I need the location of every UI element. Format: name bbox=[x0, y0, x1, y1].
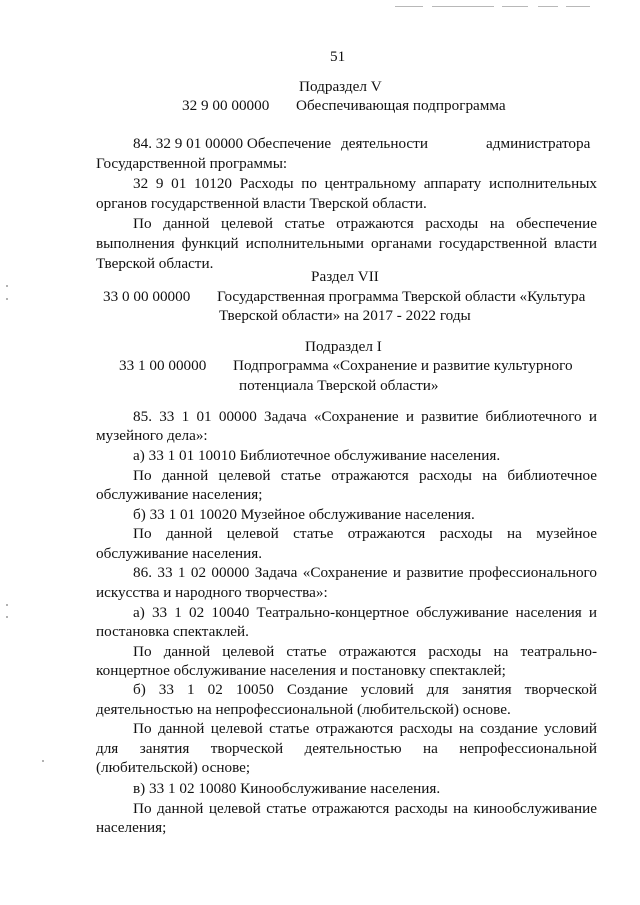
item85-line6: б) 33 1 01 10020 Музейное обслуживание населения. bbox=[133, 506, 475, 523]
section-vii-title-line1: Государственная программа Тверской области «Культура bbox=[217, 288, 586, 305]
scan-artifact-line bbox=[395, 6, 423, 7]
subsection-v-code: 32 9 00 00000 bbox=[182, 97, 270, 114]
item86-line10: для занятия творческой деятельностью на непрофессиональной bbox=[96, 740, 597, 757]
item85-line3: а) 33 1 01 10010 Библиотечное обслуживание населения. bbox=[133, 447, 501, 464]
item85-line1: 85. 33 1 01 00000 Задача «Сохранение и развитие библиотечного и bbox=[133, 408, 597, 425]
item86-line12: в) 33 1 02 10080 Кинообслуживание населения. bbox=[133, 780, 441, 797]
scan-artifact-dot bbox=[6, 604, 8, 606]
subsection-i-title-line1: Подпрограмма «Сохранение и развитие культурного bbox=[233, 357, 573, 374]
item86-line14: населения; bbox=[96, 819, 167, 836]
item86-line11: (любительской) основе; bbox=[96, 759, 251, 776]
item85-line5: обслуживание населения; bbox=[96, 486, 263, 503]
scan-artifact-line bbox=[566, 6, 590, 7]
item85-line7: По данной целевой статье отражаются расходы на музейное bbox=[133, 525, 597, 542]
section-vii-heading: Раздел VII bbox=[311, 268, 379, 285]
scan-artifact-dot bbox=[6, 298, 8, 300]
item86-line13: По данной целевой статье отражаются расходы на кинообслуживание bbox=[133, 800, 597, 817]
item84-line1b: деятельности bbox=[341, 135, 428, 152]
item86-line5: По данной целевой статье отражаются расходы на театрально- bbox=[133, 643, 597, 660]
subsection-v-title: Обеспечивающая подпрограмма bbox=[296, 97, 506, 114]
item84-line6: выполнения функций исполнительными органами государственной власти bbox=[96, 235, 597, 252]
subsection-i-code: 33 1 00 00000 bbox=[119, 357, 207, 374]
scan-artifact-line bbox=[538, 6, 558, 7]
item84-line3: 32 9 01 10120 Расходы по центральному аппарату исполнительных bbox=[133, 175, 597, 192]
page-number: 51 bbox=[330, 48, 346, 65]
section-vii-code: 33 0 00 00000 bbox=[103, 288, 191, 305]
item84-line1a: 84. 32 9 01 00000 Обеспечение bbox=[133, 135, 332, 152]
item86-line6: концертное обслуживание населения и постановку спектаклей; bbox=[96, 662, 506, 679]
scan-artifact-line bbox=[432, 6, 494, 7]
subsection-i-title-line2: потенциала Тверской области» bbox=[239, 377, 439, 394]
item86-line4: постановка спектаклей. bbox=[96, 623, 249, 640]
item84-line1c: администратора bbox=[486, 135, 591, 152]
item84-line5: По данной целевой статье отражаются расходы на обеспечение bbox=[133, 215, 597, 232]
section-vii-title-line2: Тверской области» на 2017 - 2022 годы bbox=[219, 307, 471, 324]
scan-artifact-dot bbox=[6, 285, 8, 287]
item85-line8: обслуживание населения. bbox=[96, 545, 263, 562]
scan-artifact-line bbox=[502, 6, 528, 7]
item86-line7: б) 33 1 02 10050 Создание условий для занятия творческой bbox=[133, 681, 597, 698]
item84-line7: Тверской области. bbox=[96, 255, 214, 272]
item86-line8: деятельностью на непрофессиональной (любительской) основе. bbox=[96, 701, 511, 718]
item86-line2: искусства и народного творчества»: bbox=[96, 584, 328, 601]
subsection-v-heading: Подраздел V bbox=[299, 78, 382, 95]
item85-line4: По данной целевой статье отражаются расходы на библиотечное bbox=[133, 467, 597, 484]
item86-line1: 86. 33 1 02 00000 Задача «Сохранение и развитие профессионального bbox=[133, 564, 597, 581]
scan-artifact-dot bbox=[42, 760, 44, 762]
item85-line2: музейного дела»: bbox=[96, 427, 208, 444]
scan-artifact-dot bbox=[6, 616, 8, 618]
item84-line4: органов государственной власти Тверской области. bbox=[96, 195, 427, 212]
item86-line3: а) 33 1 02 10040 Театрально-концертное обслуживание населения и bbox=[133, 604, 597, 621]
item84-line2: Государственной программы: bbox=[96, 155, 288, 172]
item86-line9: По данной целевой статье отражаются расходы на создание условий bbox=[133, 720, 597, 737]
subsection-i-heading: Подраздел I bbox=[305, 338, 382, 355]
